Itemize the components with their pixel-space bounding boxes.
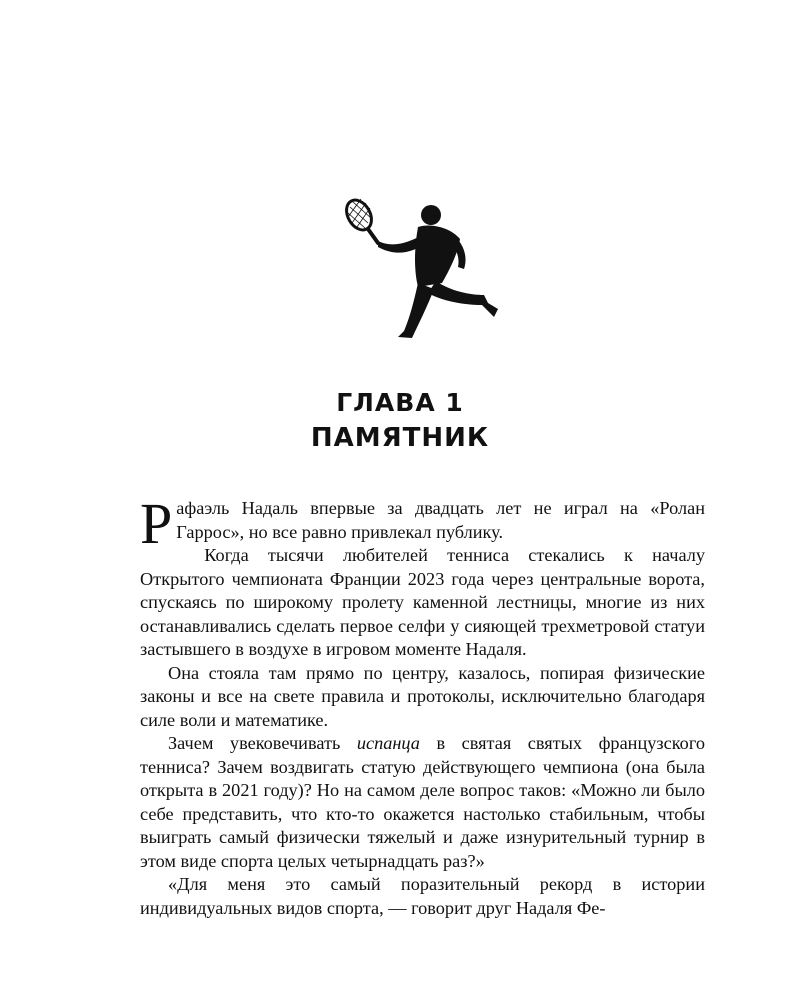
paragraph-4-text-a: Зачем увековечивать	[168, 733, 357, 753]
paragraph-4-emphasis: испанца	[356, 733, 420, 753]
paragraph-2: Когда тысячи любителей тенниса стекались к началу Открытого чемпионата Франции 2023 года через центральные ворота, спускаясь по широкому пролету каменной лестницы, многие из них останавливались сделать первое селфи у сияющей трехметровой статуи застывшего в воздухе в игровом моменте Надаля.	[140, 545, 705, 659]
paragraph-3: Она стояла там прямо по центру, казалось, попирая физические законы и все на свете правила и протоколы, исключительно благодаря силе воли и математике.	[140, 662, 705, 730]
paragraph-1-text: афаэль Надаль впервые за двадцать лет не играл на «Ролан Гаррос», но все равно привлекал публику.	[176, 498, 705, 542]
tennis-player-icon	[338, 193, 502, 343]
paragraph-1	[140, 491, 705, 556]
chapter-number: ГЛАВА 1	[336, 388, 464, 417]
paragraph-4-text-b: в святая святых французского тенниса? Зачем воздвигать статую действующего чемпиона (она была открыта в 2021 году)? Но на самом деле вопрос таков: «Можно ли было себе представить, что кто-то окажется настолько стабильным, чтобы выиграть самый физически тяжелый и даже изнурительный турнир в этом виде спорта целых четырнадцать раз?»	[140, 733, 706, 871]
chapter-title: ПАМЯТНИК	[310, 423, 490, 453]
drop-cap: Р	[140, 491, 173, 556]
paragraph-5: «Для меня это самый поразительный рекорд в истории индивидуальных видов спорта, — говорит друг Надаля Фе-	[140, 874, 705, 918]
chapter-heading	[0, 386, 800, 456]
chapter-body-text	[140, 491, 706, 920]
paragraph-4	[140, 732, 705, 873]
